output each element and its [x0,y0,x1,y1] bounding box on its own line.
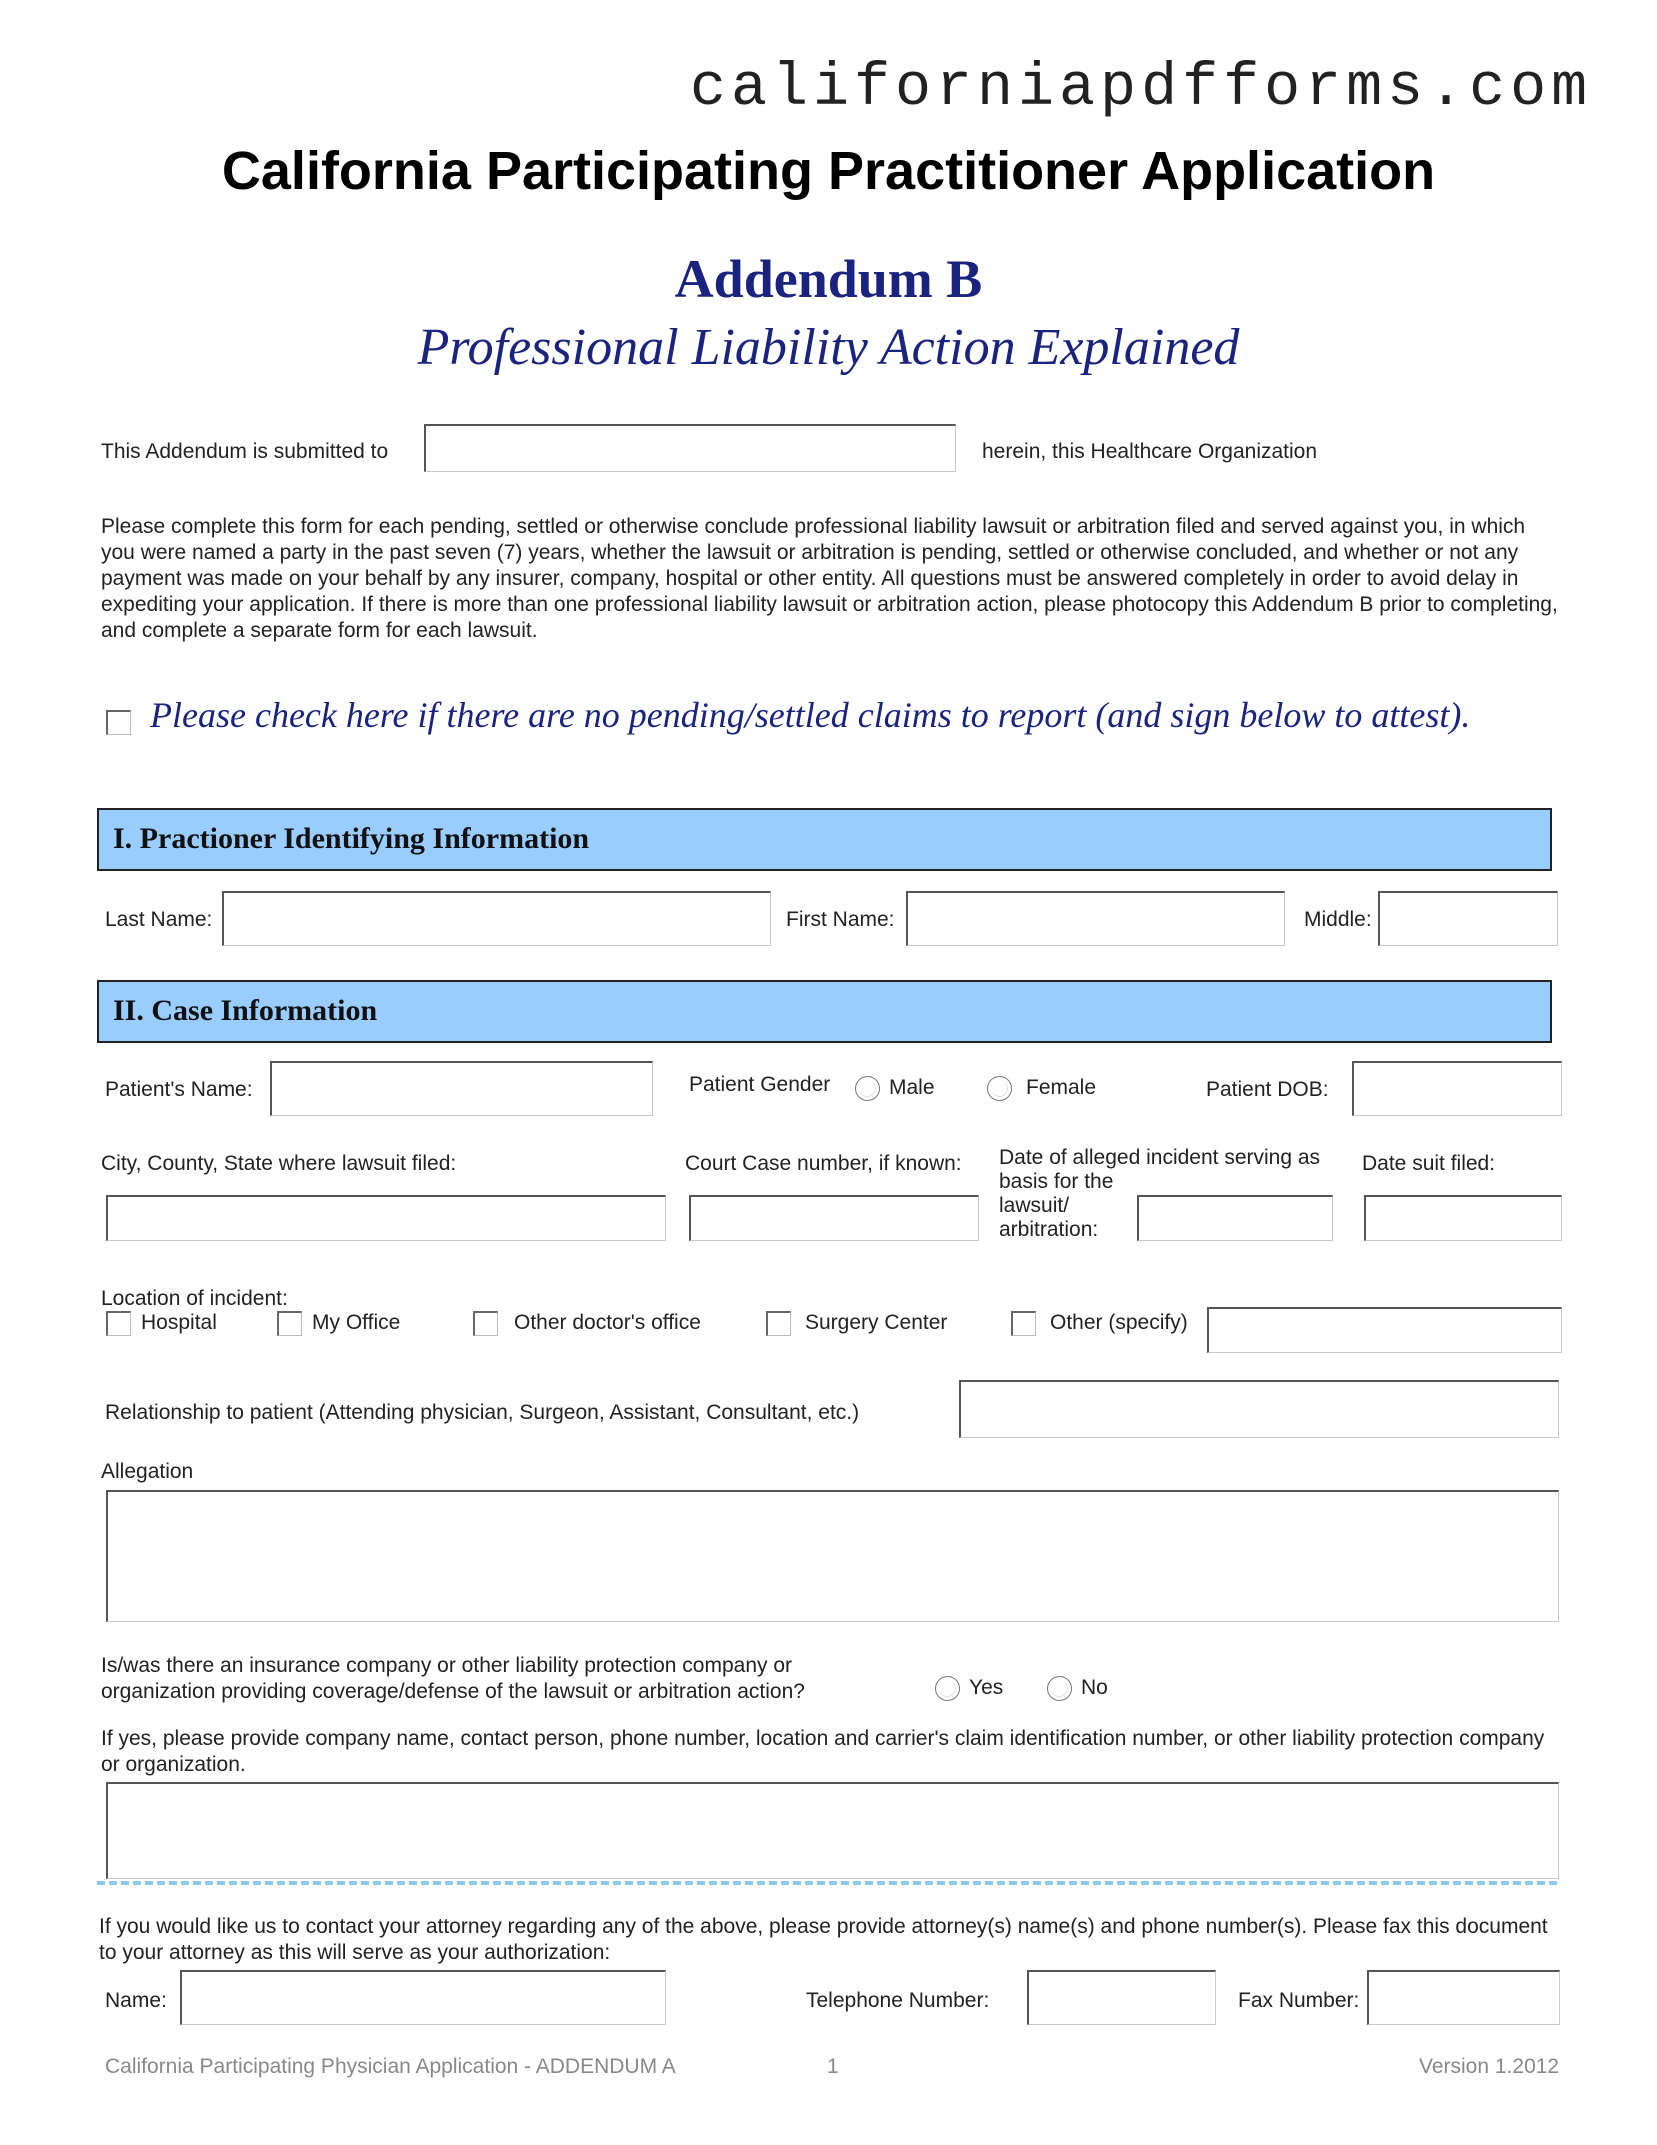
location-surgery-center-label: Surgery Center [805,1311,948,1334]
insurance-no-label: No [1081,1676,1108,1699]
instructions-paragraph: Please complete this form for each pending, settled or otherwise conclude professional liability lawsuit or arbitration filed and served against you, in which you were named a party in the past seven (7) years, whether the lawsuit or arbitration is pending, settled or otherwise concluded, and whether or not any payment was made on your behalf by any insurer, company, hospital or other entity. All questions must be answered completely in order to avoid delay in expediting your application. If there is more than one professional liability lawsuit or arbitration action, please photocopy this Addendum B prior to completing, and complete a separate form for each lawsuit. [101,515,1558,642]
insurance-yes-radio[interactable] [935,1676,960,1701]
gender-male-label: Male [889,1076,935,1099]
patient-name-label: Patient's Name: [105,1078,253,1101]
first-name-input[interactable] [906,891,1285,946]
last-name-label: Last Name: [105,908,213,931]
footer-page-number: 1 [827,2055,839,2078]
location-other-doctor-checkbox[interactable] [473,1311,498,1336]
attorney-name-label: Name: [105,1989,167,2012]
allegation-label: Allegation [101,1460,194,1483]
section-case-header [97,980,1552,1043]
relationship-input[interactable] [959,1380,1559,1438]
patient-dob-input[interactable] [1352,1061,1562,1116]
attorney-name-input[interactable] [180,1970,666,2025]
date-suit-filed-label: Date suit filed: [1362,1152,1496,1175]
page-title: California Participating Practitioner Application [221,141,1436,201]
attorney-fax-label: Fax Number: [1238,1989,1360,2012]
lawsuit-location-label: City, County, State where lawsuit filed: [101,1152,457,1175]
submitted-to-label: This Addendum is submitted to [101,440,389,463]
attorney-telephone-input[interactable] [1027,1970,1216,2025]
middle-name-input[interactable] [1378,891,1558,946]
location-other-doctor-label: Other doctor's office [514,1311,701,1334]
footer-version: Version 1.2012 [1419,2055,1560,2078]
section-case-title: II. Case Information [113,994,378,1027]
footer-form-name: California Participating Physician Application - ADDENDUM A [105,2055,676,2078]
court-case-input[interactable] [689,1195,979,1241]
addendum-subheading: Professional Liability Action Explained [417,319,1240,376]
no-claims-checkbox[interactable] [106,710,131,735]
relationship-label: Relationship to patient (Attending physician, Surgeon, Assistant, Consultant, etc.) [105,1401,860,1424]
watermark-site-name: californiapdfforms.com [690,55,1593,123]
location-my-office-checkbox[interactable] [277,1311,302,1336]
insurance-yes-label: Yes [969,1676,1004,1699]
last-name-input[interactable] [222,891,771,946]
patient-gender-label: Patient Gender [689,1073,831,1096]
patient-name-input[interactable] [270,1061,653,1116]
location-surgery-center-checkbox[interactable] [766,1311,791,1336]
allegation-textarea[interactable] [106,1490,1559,1622]
location-other-checkbox[interactable] [1011,1311,1036,1336]
no-claims-label: Please check here if there are no pending/settled claims to report (and sign below to attest). [150,695,1471,735]
insurance-no-radio[interactable] [1047,1676,1072,1701]
location-of-incident-label: Location of incident: [101,1287,288,1310]
attorney-telephone-label: Telephone Number: [806,1989,990,2012]
location-my-office-label: My Office [312,1311,401,1334]
healthcare-organization-input[interactable] [424,424,956,472]
incident-date-label: Date of alleged incident serving as basis for the lawsuit/ arbitration: [999,1146,1321,1241]
middle-name-label: Middle: [1304,908,1372,931]
incident-date-input[interactable] [1137,1195,1333,1241]
section-practitioner-header [97,808,1552,871]
date-suit-filed-input[interactable] [1364,1195,1562,1241]
gender-male-radio[interactable] [855,1076,880,1101]
insurance-details-instructions: If yes, please provide company name, contact person, phone number, location and carrier's claim identification number, or other liability protection company or organization. [101,1727,1545,1776]
court-case-label: Court Case number, if known: [685,1152,962,1175]
insurance-details-textarea[interactable] [106,1782,1559,1879]
submitted-to-suffix: herein, this Healthcare Organization [982,440,1318,463]
attorney-instructions: If you would like us to contact your attorney regarding any of the above, please provide attorney(s) name(s) and phone number(s). Please fax this document to your attorney as this will serve as your authorization: [99,1915,1548,1964]
insurance-question: Is/was there an insurance company or other liability protection company or organization providing coverage/defense of the lawsuit or arbitration action? [101,1654,805,1703]
section-practitioner-title: I. Practioner Identifying Information [113,822,590,855]
first-name-label: First Name: [786,908,895,931]
addendum-heading: Addendum B [674,249,983,309]
location-other-specify-input[interactable] [1207,1307,1562,1353]
patient-dob-label: Patient DOB: [1206,1078,1329,1101]
lawsuit-location-input[interactable] [106,1195,666,1241]
location-hospital-checkbox[interactable] [106,1311,131,1336]
location-other-label: Other (specify) [1050,1311,1188,1334]
gender-female-label: Female [1026,1076,1097,1099]
attorney-fax-input[interactable] [1367,1970,1560,2025]
gender-female-radio[interactable] [987,1076,1012,1101]
location-hospital-label: Hospital [141,1311,217,1334]
dashed-divider [97,1881,1557,1885]
